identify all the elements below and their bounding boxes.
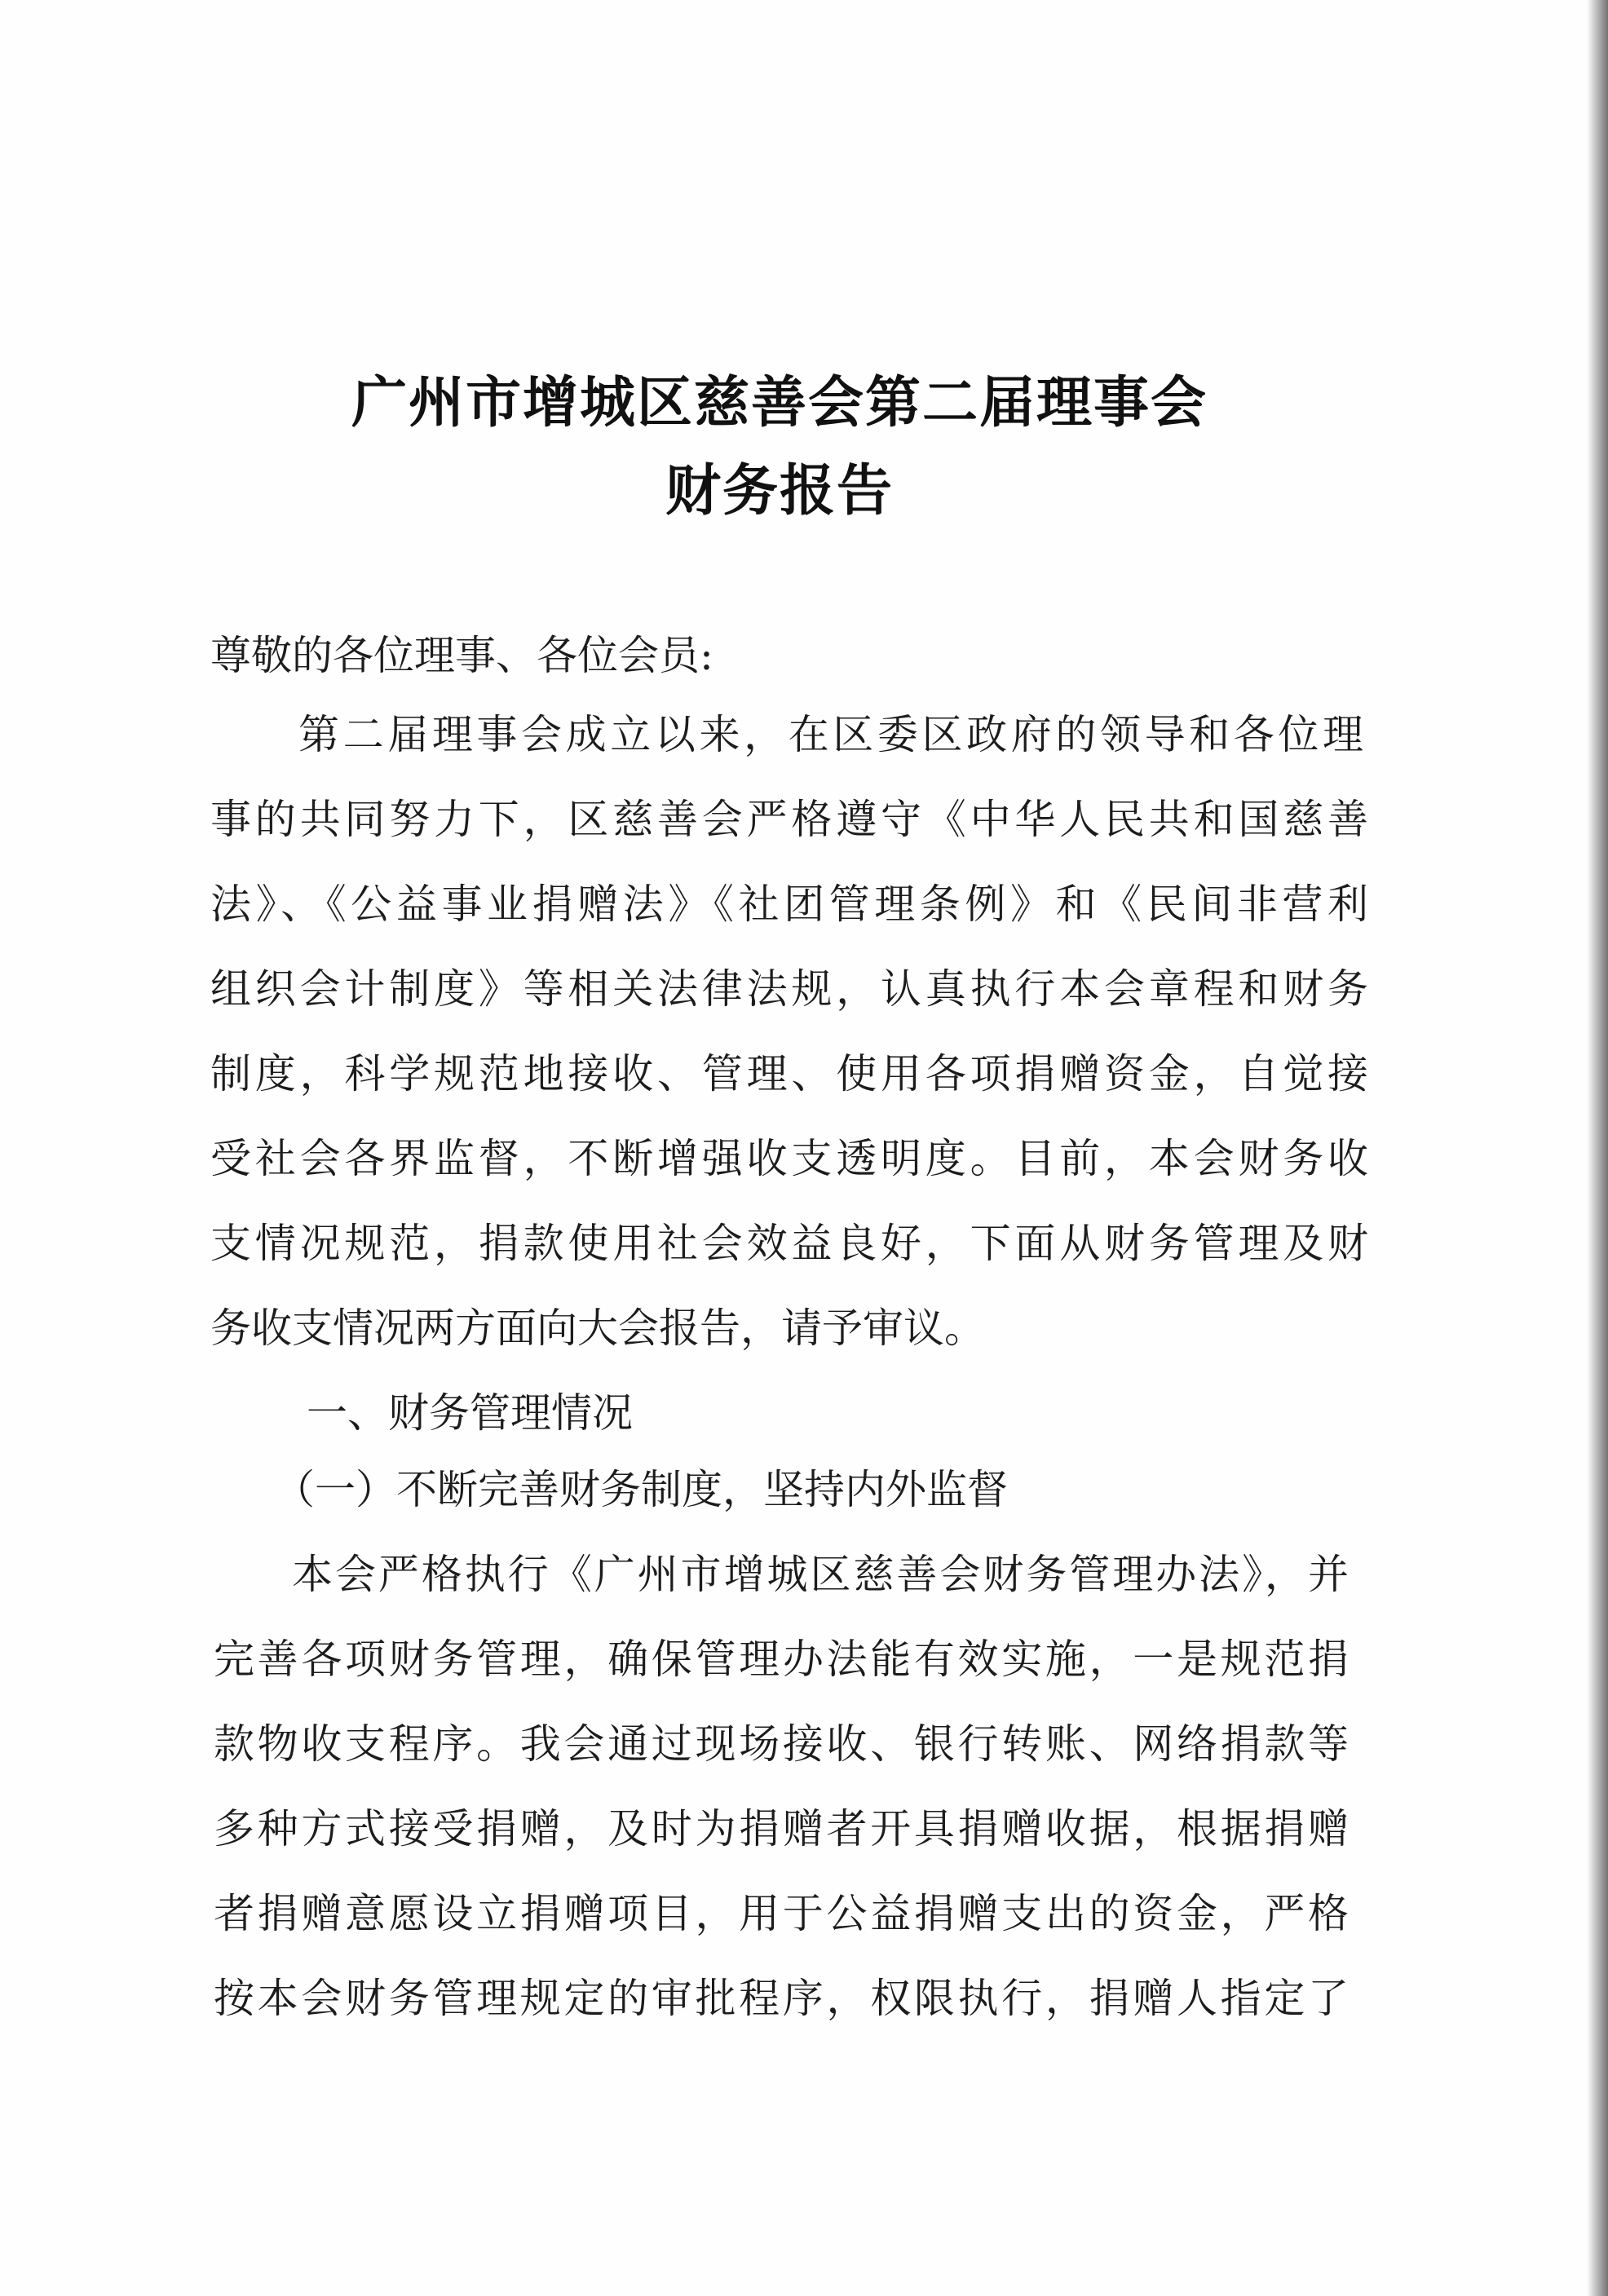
body-line: 法》、《公益事业捐赠法》《社团管理条例》和《民间非营利 bbox=[210, 881, 1368, 928]
body-line: 按本会财务管理规定的审批程序，权限执行，捐赠人指定了 bbox=[214, 1975, 1349, 2022]
body-line: 事的共同努力下，区慈善会严格遵守《中华人民共和国慈善 bbox=[210, 796, 1368, 843]
salutation: 尊敬的各位理事、各位会员: bbox=[210, 632, 713, 679]
body-line: 支情况规范，捐款使用社会效益良好，下面从财务管理及财 bbox=[210, 1220, 1368, 1267]
section-heading: 一、财务管理情况 bbox=[307, 1389, 633, 1437]
document-title-line-2: 财务报告 bbox=[665, 458, 894, 523]
document-title-line-1: 广州市增城区慈善会第二届理事会 bbox=[351, 370, 1208, 435]
body-line: 本会严格执行《广州市增城区慈善会财务管理办法》，并 bbox=[292, 1551, 1349, 1598]
body-line: 受社会各界监督，不断增强收支透明度。目前，本会财务收 bbox=[210, 1135, 1368, 1182]
body-line: 务收支情况两方面向大会报告，请予审议。 bbox=[210, 1305, 985, 1352]
body-line: 第二届理事会成立以来，在区委区政府的领导和各位理 bbox=[298, 711, 1363, 758]
scan-edge-shadow bbox=[1587, 0, 1608, 2296]
body-line: 制度，科学规范地接收、管理、使用各项捐赠资金，自觉接 bbox=[210, 1050, 1368, 1097]
body-line: 多种方式接受捐赠，及时为捐赠者开具捐赠收据，根据捐赠 bbox=[214, 1805, 1349, 1852]
body-line: 组织会计制度》等相关法律法规，认真执行本会章程和财务 bbox=[210, 965, 1368, 1013]
body-line: 者捐赠意愿设立捐赠项目，用于公益捐赠支出的资金，严格 bbox=[214, 1890, 1349, 1937]
body-line: 完善各项财务管理，确保管理办法能有效实施，一是规范捐 bbox=[214, 1636, 1349, 1683]
body-line: 款物收支程序。我会通过现场接收、银行转账、网络捐款等 bbox=[214, 1720, 1349, 1768]
subsection-heading: （一）不断完善财务制度，坚持内外监督 bbox=[274, 1466, 1008, 1513]
